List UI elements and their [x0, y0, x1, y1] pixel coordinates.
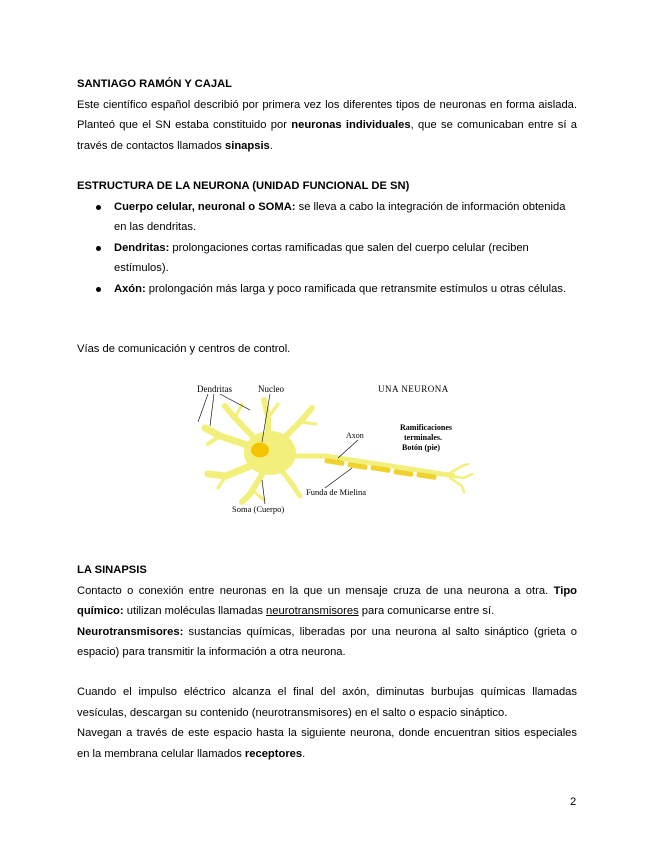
bullet-icon: [96, 287, 101, 292]
structure-bullet-list: [77, 197, 577, 300]
bold-term-tipo-quimico: Tipo químico:: [77, 584, 577, 617]
bold-term-neurotransmisores: Neurotransmisores:: [77, 625, 184, 638]
item-description: prolongaciones cortas ramificadas que salen del cuerpo celular (reciben estímulos).: [114, 241, 529, 274]
neuron-diagram: [180, 378, 480, 518]
bullet-icon: [96, 205, 101, 210]
text-run: Contacto o conexión entre neuronas en la que un mensaje cruza de una neurona a otra.: [77, 584, 554, 597]
page-number: 2: [570, 796, 577, 808]
bold-term: Cuerpo celular, neuronal o SOMA:: [114, 200, 296, 213]
text-run: Navegan a través de este espacio hasta la siguiente neurona, donde encuentran sitios especiales en la membrana celular llamados: [77, 727, 577, 760]
item-description: se lleva a cabo la integración de información obtenida en las dendritas.: [114, 200, 566, 233]
text-run: .: [302, 747, 306, 760]
text-run: para comunicarse entre sí.: [358, 605, 495, 617]
text-run: utilizan moléculas llamadas: [123, 605, 267, 617]
label-axon: Axon: [346, 431, 364, 440]
neuron-svg: [180, 378, 480, 518]
text-run: Este científico español describió por primera vez los diferentes tipos de neuronas en forma aislada. Planteó que el SN estaba constituido por: [77, 98, 577, 131]
section-ramon-y-cajal: [77, 74, 577, 156]
bold-term-sinapsis: sinapsis: [225, 139, 270, 152]
section-sinapsis: [77, 560, 577, 663]
section-heading-estructura: ESTRUCTURA DE LA NEURONA (UNIDAD FUNCIONAL DE SN): [77, 180, 410, 192]
nucleus-shape: [251, 443, 269, 458]
list-item-axon: [77, 279, 577, 300]
item-description: prolongación más larga y poco ramificada que retransmite estímulos u otras células.: [145, 282, 567, 295]
axon-terminals-shape: [448, 464, 472, 492]
text-run: sustancias químicas, liberadas por una neurona al salto sináptico (grieta o espacio) para transmitir la información a otra neurona.: [77, 625, 577, 658]
list-item-soma: [77, 197, 577, 238]
section-heading-sinapsis: LA SINAPSIS: [77, 564, 147, 576]
label-ramificaciones: Ramificaciones: [400, 423, 452, 432]
label-funda-mielina: Funda de Mielina: [306, 487, 366, 497]
label-nucleo: Nucleo: [258, 384, 284, 394]
section-estructura-neurona: [77, 176, 577, 299]
text-run: .: [269, 139, 273, 152]
label-terminales: terminales.: [404, 433, 442, 442]
bold-term: Axón:: [114, 282, 146, 295]
paragraph-sinapsis-definicion: [77, 581, 577, 622]
paragraph-ramon-y-cajal: [77, 95, 577, 157]
vias-caption: [77, 339, 577, 360]
vias-text: Vías de comunicación y centros de control.: [77, 343, 291, 355]
bold-term-receptores: receptores: [244, 747, 303, 760]
label-boton: Botón (pie): [402, 443, 440, 452]
text-run: , que se comunicaban entre sí a través de contactos llamados: [77, 119, 577, 152]
paragraph-impulso-electrico: Cuando el impulso eléctrico alcanza el final del axón, diminutas burbujas químicas llamadas vesículas, descargan su contenido (neurotransmisores) en el salto o espacio sináptico.: [77, 686, 577, 719]
list-item-dendritas: [77, 238, 577, 279]
bold-term-neuronas-individuales: neuronas individuales: [291, 119, 411, 131]
label-dendritas: Dendritas: [197, 384, 232, 394]
paragraph-neurotransmisores: [77, 622, 577, 663]
label-soma: Soma (Cuerpo): [232, 504, 285, 514]
section-heading-ramon-y-cajal: SANTIAGO RAMÓN Y CAJAL: [77, 78, 232, 90]
bullet-icon: [96, 246, 101, 251]
underlined-term-neurotransmisores: neurotransmisores: [266, 605, 359, 617]
figure-title: UNA NEURONA: [378, 384, 449, 394]
section-sinapsis-continued: [77, 682, 577, 764]
paragraph-receptores: [77, 723, 577, 764]
bold-term: Dendritas:: [114, 241, 170, 254]
